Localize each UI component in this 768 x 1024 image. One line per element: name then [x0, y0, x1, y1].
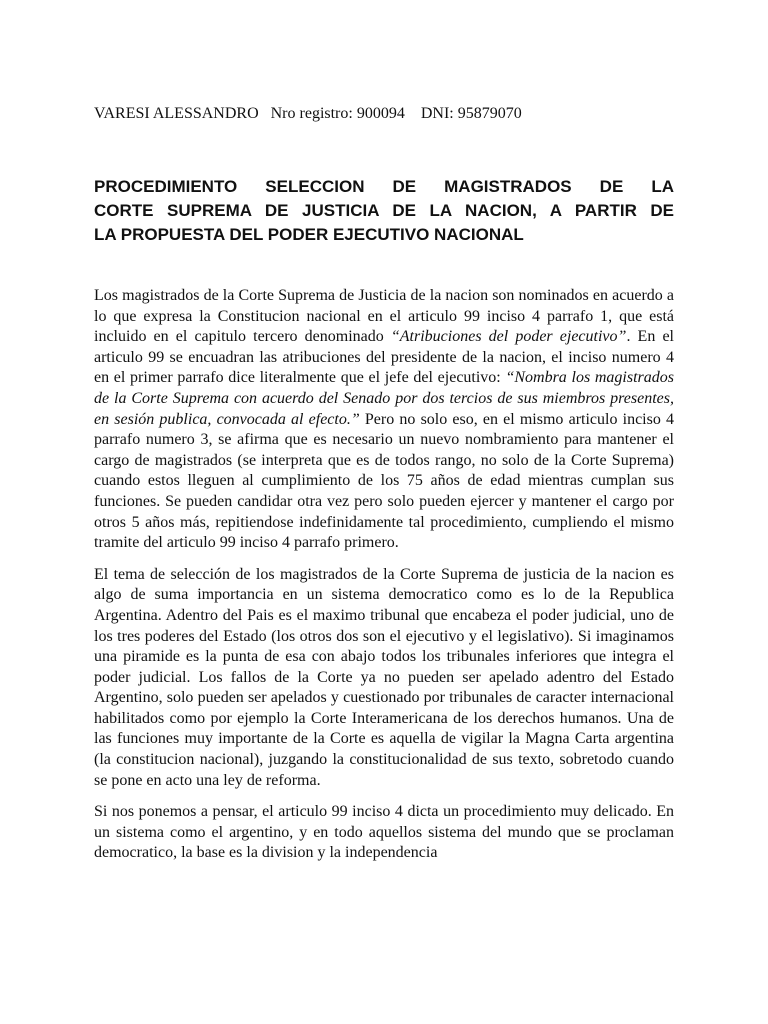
paragraph-2: El tema de selección de los magistrados de la Corte Suprema de justicia de la nacion es algo de suma importancia en un sistema democratico como es lo de la Republica Argentina. Adentro del Pais es el maximo tribunal que encabeza el poder judicial, uno de los tres poderes del Estado (los otros dos son el ejecutivo y el legislativo). Si imaginamos una piramide es la punta de esa con abajo todos los tribunales inferiores que integra el poder judicial. Los fallos de la Corte ya no pueden ser apelado adentro del Estado Argentino, solo pueden ser apelados y cuestionado por tribunales de caracter internacional habilitados como por ejemplo la Corte Interamericana de los derechos humanos. Una de las funciones muy importante de la Corte es aquella de vigilar la Magna Carta argentina (la constitucion nacional), juzgando la constitucionalidad de sus texto, sobretodo cuando se pone en acto una ley de reforma.	[94, 565, 674, 789]
paragraph-1-quote-title: “Atribuciones del poder ejecutivo”	[390, 328, 627, 346]
title-line-3: LA PROPUESTA DEL PODER EJECUTIVO NACIONAL	[94, 225, 524, 244]
document-title	[94, 175, 674, 247]
paragraph-1-text-c: . En el articulo 99 se encuadran las atribuciones del presidente de la nacion, el inciso numero 4 en el primer parrafo dice literalmente que el jefe del ejecutivo:	[94, 328, 675, 387]
paragraph-1	[94, 286, 674, 554]
paragraph-3: Si nos ponemos a pensar, el articulo 99 inciso 4 dicta un procedimiento muy delicado. En un sistema como el argentino, y en todo aquellos sistema del mundo que se proclaman democratico, la base es la division y la independencia	[94, 803, 674, 862]
document-body	[94, 286, 674, 864]
title-line-2: CORTE SUPREMA DE JUSTICIA DE LA NACION, A PARTIR DE	[94, 201, 674, 220]
author-line: VARESI ALESSANDRO Nro registro: 900094 DNI: 95879070	[94, 105, 522, 122]
document-page	[94, 103, 674, 875]
paragraph-1-text-e: Pero no solo eso, en el mismo articulo inciso 4 parrafo numero 3, se afirma que es necesario un nuevo nombramiento para mantener el cargo de magistrados (se interpreta que es de todos rango, no solo de la Corte Suprema) cuando estos lleguen al cumplimiento de los 75 años de edad mientras cumplan sus funciones. Se pueden candidar otra vez pero solo pueden ejercer y mantener el cargo por otros 5 años más, repitiendose indefinidamente tal procedimiento, cumpliendo el mismo tramite del articulo 99 inciso 4 parrafo primero.	[94, 410, 675, 552]
paragraph-1-quote-article: “Nombra los magistrados de la Corte Suprema con acuerdo del Senado por dos tercios de sus miembros presentes, en sesión publica, convocada al efecto.”	[94, 369, 674, 428]
paragraph-1-text-a: Los magistrados de la Corte Suprema de Justicia de la nacion son nominados en acuerdo a lo que expresa la Constitucion nacional en el articulo 99 inciso 4 parrafo 1, que está incluido en el capitulo tercero denominado	[94, 287, 674, 346]
title-line-1: PROCEDIMIENTO SELECCION DE MAGISTRADOS DE LA	[94, 177, 674, 196]
